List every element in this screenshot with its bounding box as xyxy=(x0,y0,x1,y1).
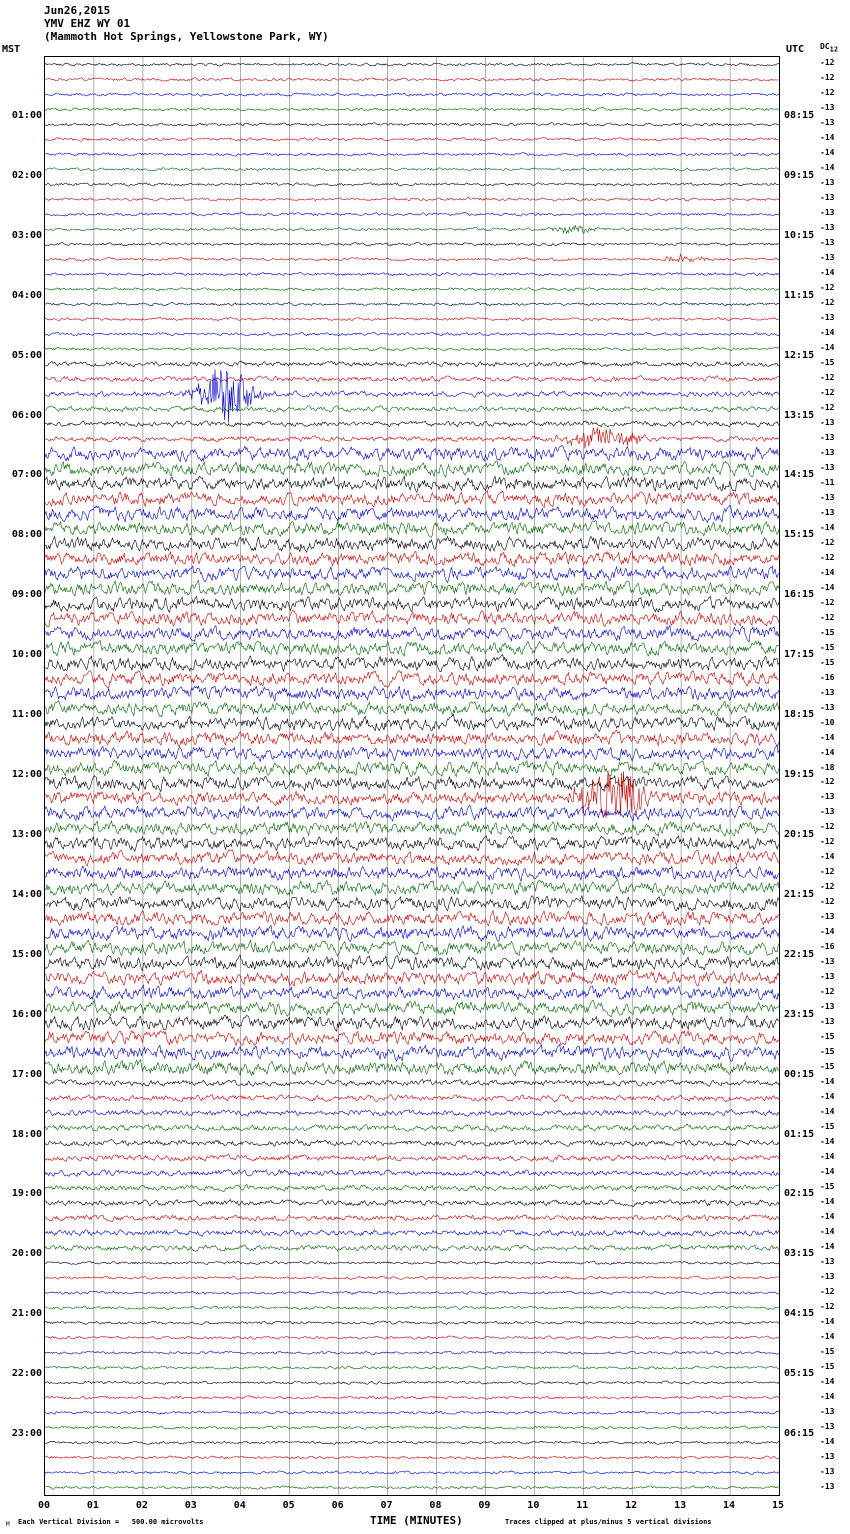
dc-offset-value: -12 xyxy=(820,373,835,383)
footer-scale-note: Each Vertical Division = 500.00 microvolts xyxy=(18,1518,204,1526)
right-time-tick: 05:15 xyxy=(784,1368,815,1380)
dc-offset-value: -13 xyxy=(820,208,835,218)
dc-offset-value: -14 xyxy=(820,1316,835,1326)
x-axis-tick: 08 xyxy=(429,1500,442,1511)
dc-offset-value: -12 xyxy=(820,612,835,622)
left-time-tick: 09:00 xyxy=(11,589,42,601)
dc-offset-value: -14 xyxy=(820,1092,835,1102)
dc-offset-value: -12 xyxy=(820,987,835,997)
dc-offset-value: -14 xyxy=(820,1151,835,1161)
axis-label-dc: $DC_{12}$ xyxy=(820,42,839,54)
dc-offset-value: -15 xyxy=(820,627,835,637)
dc-offset-value: -13 xyxy=(820,253,835,263)
right-time-tick: 19:15 xyxy=(784,769,815,780)
dc-offset-value: -13 xyxy=(820,1017,835,1027)
dc-offset-value: -14 xyxy=(820,1376,835,1386)
left-time-tick: 21:00 xyxy=(11,1308,42,1320)
right-time-tick: 03:15 xyxy=(784,1248,815,1260)
x-axis-tick: 15 xyxy=(771,1500,785,1511)
dc-offset-value: -13 xyxy=(820,1256,835,1266)
x-axis-tick: 06 xyxy=(331,1500,344,1511)
dc-offset-value: -12 xyxy=(820,88,835,98)
dc-offset-value: -15 xyxy=(820,358,835,368)
x-axis-tick: 12 xyxy=(625,1500,638,1511)
left-time-tick: 16:00 xyxy=(11,1008,42,1020)
x-axis-tick: 04 xyxy=(233,1500,246,1511)
dc-offset-value: -13 xyxy=(820,178,835,188)
right-time-tick: 10:15 xyxy=(784,229,815,241)
dc-offset-value: -12 xyxy=(820,388,835,398)
right-time-tick: 20:15 xyxy=(784,828,815,840)
dc-offset-value: -13 xyxy=(820,687,835,697)
right-time-tick: 21:15 xyxy=(784,888,815,900)
right-time-tick: 00:15 xyxy=(784,1068,815,1080)
dc-offset-value: -14 xyxy=(820,133,835,143)
dc-offset-value: -13 xyxy=(820,492,835,502)
x-axis-tick: 00 xyxy=(37,1500,51,1511)
dc-offset-value: -13 xyxy=(820,702,835,712)
footer-left-mark: M xyxy=(6,1521,10,1528)
dc-offset-value: -14 xyxy=(820,927,835,937)
axis-label-utc: UTC xyxy=(786,44,805,55)
left-time-tick: 14:00 xyxy=(11,888,42,900)
dc-offset-value: -12 xyxy=(820,403,835,412)
dc-offset-value: -13 xyxy=(820,1271,835,1281)
dc-offset-value: -15 xyxy=(820,1346,835,1356)
dc-offset-value: -14 xyxy=(820,747,835,757)
left-time-tick: 22:00 xyxy=(11,1368,42,1380)
dc-offset-value: -14 xyxy=(820,522,835,532)
right-time-tick: 04:15 xyxy=(784,1308,815,1320)
dc-offset-value: -12 xyxy=(820,837,835,847)
dc-offset-value: -14 xyxy=(820,1226,835,1236)
dc-offset-value: -15 xyxy=(820,642,835,652)
left-time-tick: 15:00 xyxy=(11,948,42,960)
right-time-tick: 14:15 xyxy=(784,469,815,481)
dc-offset-value: -12 xyxy=(820,537,835,547)
right-time-tick: 11:15 xyxy=(784,289,815,301)
dc-offset-value: -13 xyxy=(820,1002,835,1012)
x-axis-tick: 10 xyxy=(527,1500,540,1511)
dc-offset-value: -14 xyxy=(820,1196,835,1206)
dc-offset-value: -12 xyxy=(820,298,835,308)
x-axis-tick: 03 xyxy=(184,1500,197,1511)
left-time-tick: 13:00 xyxy=(11,828,42,840)
dc-offset-value: -14 xyxy=(820,1136,835,1146)
dc-offset-value: -13 xyxy=(820,417,835,427)
left-time-tick: 02:00 xyxy=(11,169,42,181)
right-time-tick: 12:15 xyxy=(784,349,815,361)
dc-offset-value: -15 xyxy=(820,1062,835,1072)
dc-offset-value: -14 xyxy=(820,1331,835,1341)
dc-offset-value: -12 xyxy=(820,597,835,607)
dc-offset-value: -14 xyxy=(820,343,835,353)
left-time-tick: 06:00 xyxy=(11,409,42,421)
dc-offset-value: -13 xyxy=(820,1481,835,1491)
dc-offset-value: -12 xyxy=(820,897,835,907)
dc-offset-value: -13 xyxy=(820,1451,835,1461)
footer-clip-note: Traces clipped at plus/minus 5 vertical divisions xyxy=(505,1518,712,1526)
left-time-tick: 23:00 xyxy=(11,1428,42,1440)
left-time-tick: 03:00 xyxy=(11,229,42,241)
dc-offset-value: -13 xyxy=(820,792,835,802)
dc-offset-value: -15 xyxy=(820,1032,835,1042)
dc-offset-value: -12 xyxy=(820,58,835,68)
dc-offset-value: -12 xyxy=(820,777,835,787)
dc-offset-value: -12 xyxy=(820,283,835,293)
axis-label-mst: MST xyxy=(2,44,21,55)
dc-offset-value: -13 xyxy=(820,193,835,203)
dc-offset-value: -14 xyxy=(820,1436,835,1446)
dc-offset-value: -13 xyxy=(820,103,835,113)
dc-offset-value: -14 xyxy=(820,1391,835,1401)
dc-offset-value: -15 xyxy=(820,1122,835,1131)
dc-offset-value: -14 xyxy=(820,852,835,862)
left-time-tick: 17:00 xyxy=(11,1068,42,1080)
dc-offset-value: -15 xyxy=(820,1361,835,1371)
left-time-tick: 11:00 xyxy=(11,709,42,721)
dc-offset-value: -18 xyxy=(820,762,835,772)
dc-offset-value: -13 xyxy=(820,238,835,248)
dc-offset-value: -14 xyxy=(820,1077,835,1087)
dc-offset-value: -14 xyxy=(820,268,835,278)
dc-offset-value: -13 xyxy=(820,313,835,323)
header-block xyxy=(44,4,329,43)
dc-offset-value: -13 xyxy=(820,447,835,457)
dc-offset-value: -12 xyxy=(820,867,835,877)
left-time-tick: 04:00 xyxy=(11,289,42,301)
left-time-tick: 05:00 xyxy=(11,349,42,361)
dc-offset-value: -11 xyxy=(820,477,835,487)
dc-offset-value: -16 xyxy=(820,672,835,682)
right-time-tick: 08:15 xyxy=(784,109,815,121)
left-time-tick: 01:00 xyxy=(11,109,42,121)
header-date: Jun26,2015 xyxy=(44,4,111,17)
dc-offset-value: -12 xyxy=(820,1286,835,1296)
right-time-tick: 06:15 xyxy=(784,1428,815,1440)
right-time-tick: 09:15 xyxy=(784,169,815,181)
dc-offset-value: -14 xyxy=(820,1107,835,1117)
dc-offset-value: -14 xyxy=(820,1211,835,1221)
right-time-tick: 18:15 xyxy=(784,709,815,721)
dc-offset-value: -16 xyxy=(820,942,835,952)
x-axis-tick: 02 xyxy=(135,1500,148,1511)
right-time-tick: 02:15 xyxy=(784,1188,815,1200)
x-axis-tick: 05 xyxy=(282,1500,295,1511)
header-location: (Mammoth Hot Springs, Yellowstone Park, WY) xyxy=(44,30,329,43)
dc-offset-value: -13 xyxy=(820,432,835,442)
right-time-tick: 23:15 xyxy=(784,1008,815,1020)
left-time-tick: 19:00 xyxy=(11,1188,42,1200)
dc-offset-value: -15 xyxy=(820,1181,835,1191)
dc-offset-value: -14 xyxy=(820,732,835,742)
x-axis-tick: 14 xyxy=(723,1500,736,1511)
dc-offset-value: -15 xyxy=(820,1047,835,1057)
dc-offset-value: -14 xyxy=(820,148,835,158)
right-time-tick: 22:15 xyxy=(784,948,815,960)
dc-offset-value: -12 xyxy=(820,822,835,832)
dc-offset-value: -10 xyxy=(820,717,835,727)
left-time-tick: 08:00 xyxy=(11,529,42,541)
dc-offset-value: -14 xyxy=(820,163,835,173)
right-time-tick: 15:15 xyxy=(784,529,815,541)
left-time-tick: 18:00 xyxy=(11,1128,42,1140)
x-axis-tick: 01 xyxy=(86,1500,99,1511)
dc-offset-value: -12 xyxy=(820,1301,835,1311)
right-time-tick: 13:15 xyxy=(784,409,815,421)
dc-offset-value: -14 xyxy=(820,1166,835,1176)
dc-offset-value: -13 xyxy=(820,972,835,982)
dc-offset-value: -13 xyxy=(820,118,835,128)
left-time-tick: 07:00 xyxy=(11,469,42,481)
x-axis-tick: 07 xyxy=(380,1500,393,1511)
dc-offset-value: -14 xyxy=(820,567,835,577)
dc-offset-value: -14 xyxy=(820,1241,835,1251)
header-station: YMV EHZ WY 01 xyxy=(44,17,131,30)
dc-offset-value: -13 xyxy=(820,507,835,517)
dc-offset-value: -13 xyxy=(820,1406,835,1416)
x-axis-tick: 09 xyxy=(478,1500,491,1511)
left-time-tick: 10:00 xyxy=(11,649,42,661)
left-time-tick: 12:00 xyxy=(11,769,42,780)
dc-offset-value: -13 xyxy=(820,957,835,967)
dc-offset-value: -12 xyxy=(820,73,835,83)
dc-offset-value: -14 xyxy=(820,328,835,338)
x-axis-title: TIME (MINUTES) xyxy=(370,1514,463,1527)
dc-offset-value: -13 xyxy=(820,223,835,233)
right-time-tick: 01:15 xyxy=(784,1128,815,1140)
helicorder-plot xyxy=(44,56,780,1496)
dc-offset-value: -13 xyxy=(820,807,835,817)
dc-offset-value: -13 xyxy=(820,1421,835,1431)
dc-offset-value: -15 xyxy=(820,657,835,667)
dc-offset-value: -13 xyxy=(820,462,835,472)
x-axis-tick: 13 xyxy=(674,1500,687,1511)
dc-offset-value: -14 xyxy=(820,582,835,592)
x-axis-tick: 11 xyxy=(576,1500,589,1511)
dc-offset-value: -13 xyxy=(820,1466,835,1476)
dc-offset-value: -13 xyxy=(820,912,835,922)
right-time-tick: 16:15 xyxy=(784,589,815,601)
dc-offset-value: -12 xyxy=(820,552,835,562)
left-time-tick: 20:00 xyxy=(11,1248,42,1260)
dc-offset-value: -12 xyxy=(820,882,835,892)
right-time-tick: 17:15 xyxy=(784,649,815,661)
